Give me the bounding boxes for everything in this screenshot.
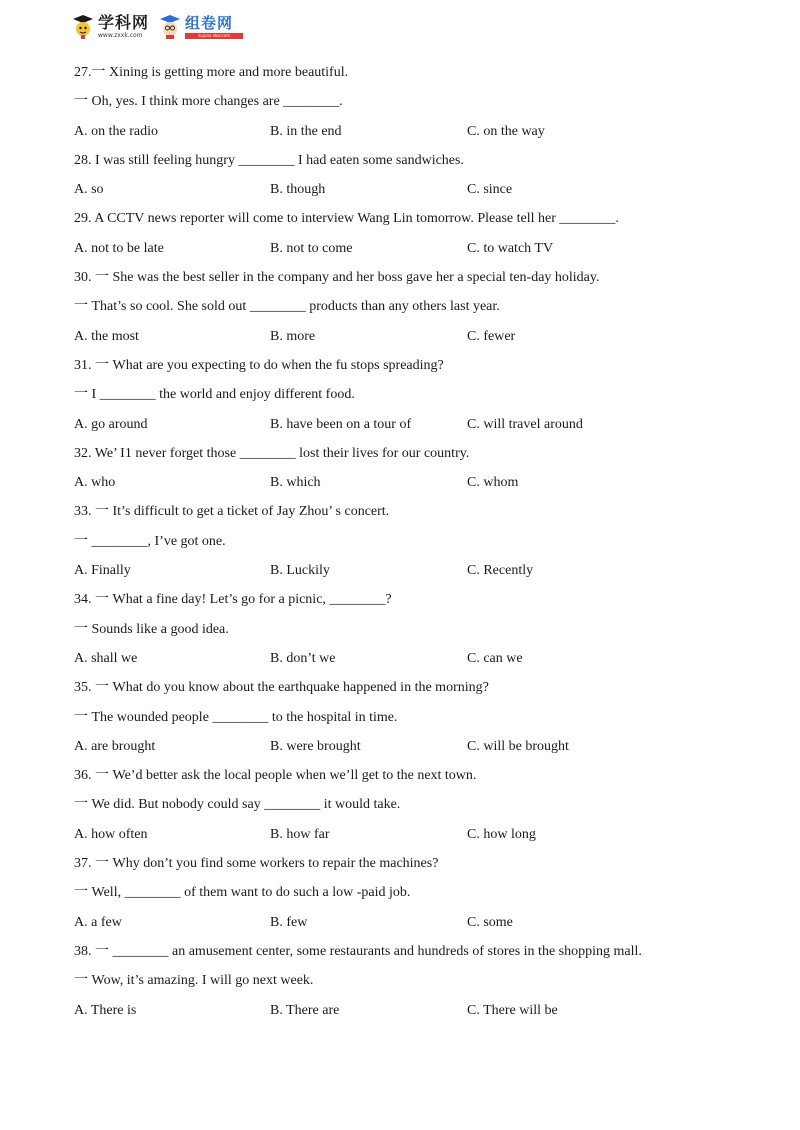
dialogue-line: 一 Oh, yes. I think more changes are ________. — [74, 94, 343, 110]
logo-tagline: zujuan.xkw.com — [185, 33, 243, 39]
answer-options — [74, 322, 754, 351]
option-c: C. how long — [467, 826, 536, 842]
answer-options — [74, 234, 754, 263]
question-item — [74, 497, 754, 585]
option-a: A. Finally — [74, 563, 131, 579]
option-c: C. will travel around — [467, 416, 583, 432]
question-item — [74, 585, 754, 673]
option-a: A. There is — [74, 1002, 137, 1018]
option-c: C. Recently — [467, 563, 534, 579]
dialogue-line: 一 Wow, it’s amazing. I will go next week. — [74, 973, 314, 989]
logo-title: 学科网 — [98, 13, 150, 32]
option-b: B. not to come — [270, 240, 353, 256]
zujuan-logo — [159, 14, 243, 40]
option-b: B. more — [270, 328, 316, 344]
question-stem: 34. 一 What a fine day! Let’s go for a picnic, ________? — [74, 592, 392, 608]
answer-options — [74, 908, 754, 937]
answer-options — [74, 820, 754, 849]
option-a: A. how often — [74, 826, 148, 842]
logo-url: www.zxxk.com — [98, 32, 143, 39]
question-stem: 38. 一 ________ an amusement center, some restaurants and hundreds of stores in the shopping mall. — [74, 943, 642, 959]
question-item — [74, 937, 754, 1025]
answer-options — [74, 644, 754, 673]
option-b: B. There are — [270, 1002, 340, 1018]
question-stem: 33. 一 It’s difficult to get a ticket of Jay Zhou’ s concert. — [74, 504, 390, 520]
option-a: A. shall we — [74, 650, 138, 666]
zxxk-logo — [72, 14, 149, 40]
question-item — [74, 439, 754, 498]
question-item — [74, 58, 754, 146]
question-item — [74, 849, 754, 937]
question-item — [74, 761, 754, 849]
graduate-mascot-icon — [72, 14, 94, 40]
dialogue-line: 一 Sounds like a good idea. — [74, 621, 229, 637]
option-c: C. can we — [467, 650, 523, 666]
option-a: A. the most — [74, 328, 139, 344]
option-b: B. which — [270, 475, 321, 491]
dialogue-line: 一 Well, ________ of them want to do such a low -paid job. — [74, 885, 411, 901]
option-a: A. so — [74, 182, 104, 198]
option-b: B. in the end — [270, 123, 342, 139]
dialogue-line: 一 ________, I’ve got one. — [74, 533, 226, 549]
question-item — [74, 263, 754, 351]
option-a: A. on the radio — [74, 123, 158, 139]
question-stem: 27.一 Xining is getting more and more beautiful. — [74, 65, 349, 80]
option-b: B. few — [270, 914, 308, 930]
answer-options — [74, 556, 754, 585]
dialogue-line: 一 That’s so cool. She sold out ________ products than any others last year. — [74, 299, 500, 315]
logo-title: 组卷网 — [185, 13, 234, 32]
answer-options — [74, 410, 754, 439]
option-c: C. on the way — [467, 123, 545, 139]
option-b: B. though — [270, 182, 326, 198]
answer-options — [74, 175, 754, 204]
question-stem: 29. A CCTV news reporter will come to interview Wang Lin tomorrow. Please tell her ________. — [74, 211, 619, 227]
option-a: A. go around — [74, 416, 148, 432]
option-b: B. don’t we — [270, 650, 336, 666]
dialogue-line: 一 I ________ the world and enjoy different food. — [74, 387, 355, 403]
option-a: A. not to be late — [74, 240, 164, 256]
answer-options — [74, 468, 754, 497]
question-stem: 35. 一 What do you know about the earthquake happened in the morning? — [74, 680, 489, 696]
option-c: C. will be brought — [467, 738, 569, 754]
dialogue-line: 一 The wounded people ________ to the hospital in time. — [74, 709, 398, 725]
option-b: B. have been on a tour of — [270, 416, 412, 432]
page-header — [72, 10, 243, 44]
question-stem: 37. 一 Why don’t you find some workers to repair the machines? — [74, 856, 439, 872]
question-item — [74, 673, 754, 761]
question-stem: 32. We’ I1 never forget those ________ lost their lives for our country. — [74, 445, 470, 461]
option-c: C. fewer — [467, 328, 516, 344]
option-a: A. who — [74, 475, 116, 491]
option-a: A. a few — [74, 914, 122, 930]
option-c: C. some — [467, 914, 513, 930]
question-item — [74, 204, 754, 263]
option-b: B. how far — [270, 826, 330, 842]
option-a: A. are brought — [74, 738, 156, 754]
question-stem: 28. I was still feeling hungry ________ I had eaten some sandwiches. — [74, 152, 464, 168]
option-b: B. were brought — [270, 738, 361, 754]
question-stem: 31. 一 What are you expecting to do when the fu stops spreading? — [74, 357, 444, 373]
answer-options — [74, 117, 754, 146]
option-b: B. Luckily — [270, 563, 330, 579]
answer-options — [74, 996, 754, 1025]
option-c: C. to watch TV — [467, 240, 554, 256]
option-c: C. whom — [467, 475, 519, 491]
question-item — [74, 146, 754, 205]
option-c: C. since — [467, 182, 513, 198]
dialogue-line: 一 We did. But nobody could say ________ it would take. — [74, 797, 401, 813]
student-mascot-icon — [159, 14, 181, 40]
question-stem: 36. 一 We’d better ask the local people when we’ll get to the next town. — [74, 768, 477, 784]
option-c: C. There will be — [467, 1002, 558, 1018]
question-item — [74, 351, 754, 439]
answer-options — [74, 732, 754, 761]
question-list — [74, 58, 754, 1025]
question-stem: 30. 一 She was the best seller in the company and her boss gave her a special ten-day holiday. — [74, 270, 600, 286]
